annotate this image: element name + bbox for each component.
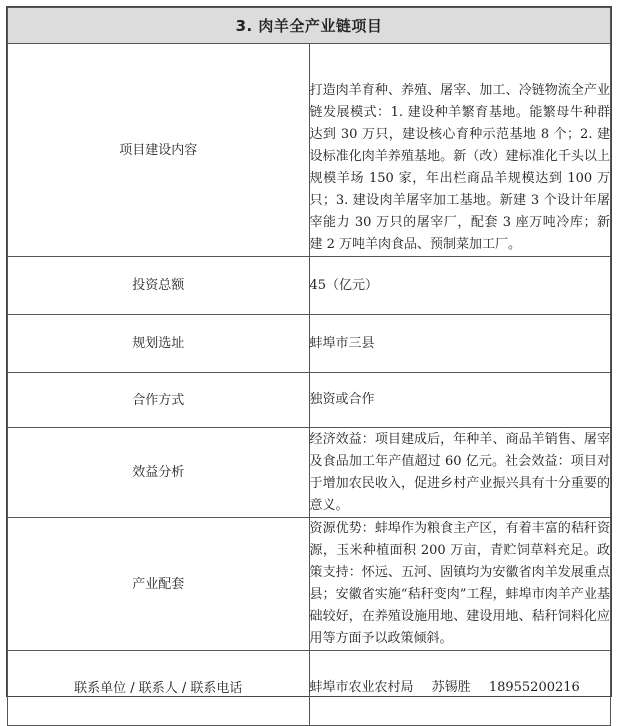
project-info-sheet	[6, 6, 612, 697]
row-value-planned-site: 蚌埠市三县	[309, 315, 611, 373]
row-label-cooperation-mode: 合作方式	[8, 373, 310, 428]
row-label-planned-site: 规划选址	[8, 315, 310, 373]
table-row-benefit-analysis	[8, 428, 611, 518]
row-value-total-investment: 45（亿元）	[309, 257, 611, 315]
row-value-industry-support: 资源优势：蚌埠作为粮食主产区，有着丰富的秸秆资源，玉米种植面积 200 万亩，青贮饲草料充足。政策支持：怀远、五河、固镇均为安徽省肉羊发展重点县；安徽省实施“秸秆变肉”工程，蚌埠市肉羊产业基础较好，在养殖设施用地、建设用地、秸秆饲料化应用等方面予以政策倾斜。	[309, 518, 611, 651]
table-row-contact	[8, 651, 611, 726]
row-label-total-investment: 投资总额	[8, 257, 310, 315]
table-row-construction-content	[8, 44, 611, 257]
title-row	[8, 8, 611, 44]
row-value-contact	[309, 651, 611, 726]
row-value-cooperation-mode: 独资或合作	[309, 373, 611, 428]
row-label-industry-support: 产业配套	[8, 518, 310, 651]
contact-phone: 18955200216	[488, 680, 580, 695]
project-table	[7, 7, 611, 726]
row-label-benefit-analysis: 效益分析	[8, 428, 310, 518]
contact-person: 苏锡胜	[431, 680, 471, 695]
contact-unit: 蚌埠市农业农村局	[309, 680, 414, 695]
table-row-industry-support	[8, 518, 611, 651]
table-row-cooperation-mode	[8, 373, 611, 428]
row-label-construction-content: 项目建设内容	[8, 44, 310, 257]
table-title: 3. 肉羊全产业链项目	[8, 8, 611, 44]
row-value-benefit-analysis: 经济效益：项目建成后，年种羊、商品羊销售、屠宰及食品加工年产值超过 60 亿元。社会效益：项目对于增加农民收入，促进乡村产业振兴具有十分重要的意义。	[309, 428, 611, 518]
table-row-total-investment	[8, 257, 611, 315]
table-row-planned-site	[8, 315, 611, 373]
row-label-contact: 联系单位 / 联系人 / 联系电话	[8, 651, 310, 726]
row-value-construction-content: 打造肉羊育种、养殖、屠宰、加工、冷链物流全产业链发展模式：1. 建设种羊繁育基地。能繁母牛种群达到 30 万只，建设核心育种示范基地 8 个；2. 建设标准化肉羊养殖基地。新（改）建标准化千头以上规模羊场 150 家，年出栏商品羊规模达到 100 万只；3. 建设肉羊屠宰加工基地。新建 3 个设计年屠宰能力 30 万只的屠宰厂，配套 3 座万吨冷库；新建 2 万吨羊肉食品、预制菜加工厂。	[309, 44, 611, 257]
